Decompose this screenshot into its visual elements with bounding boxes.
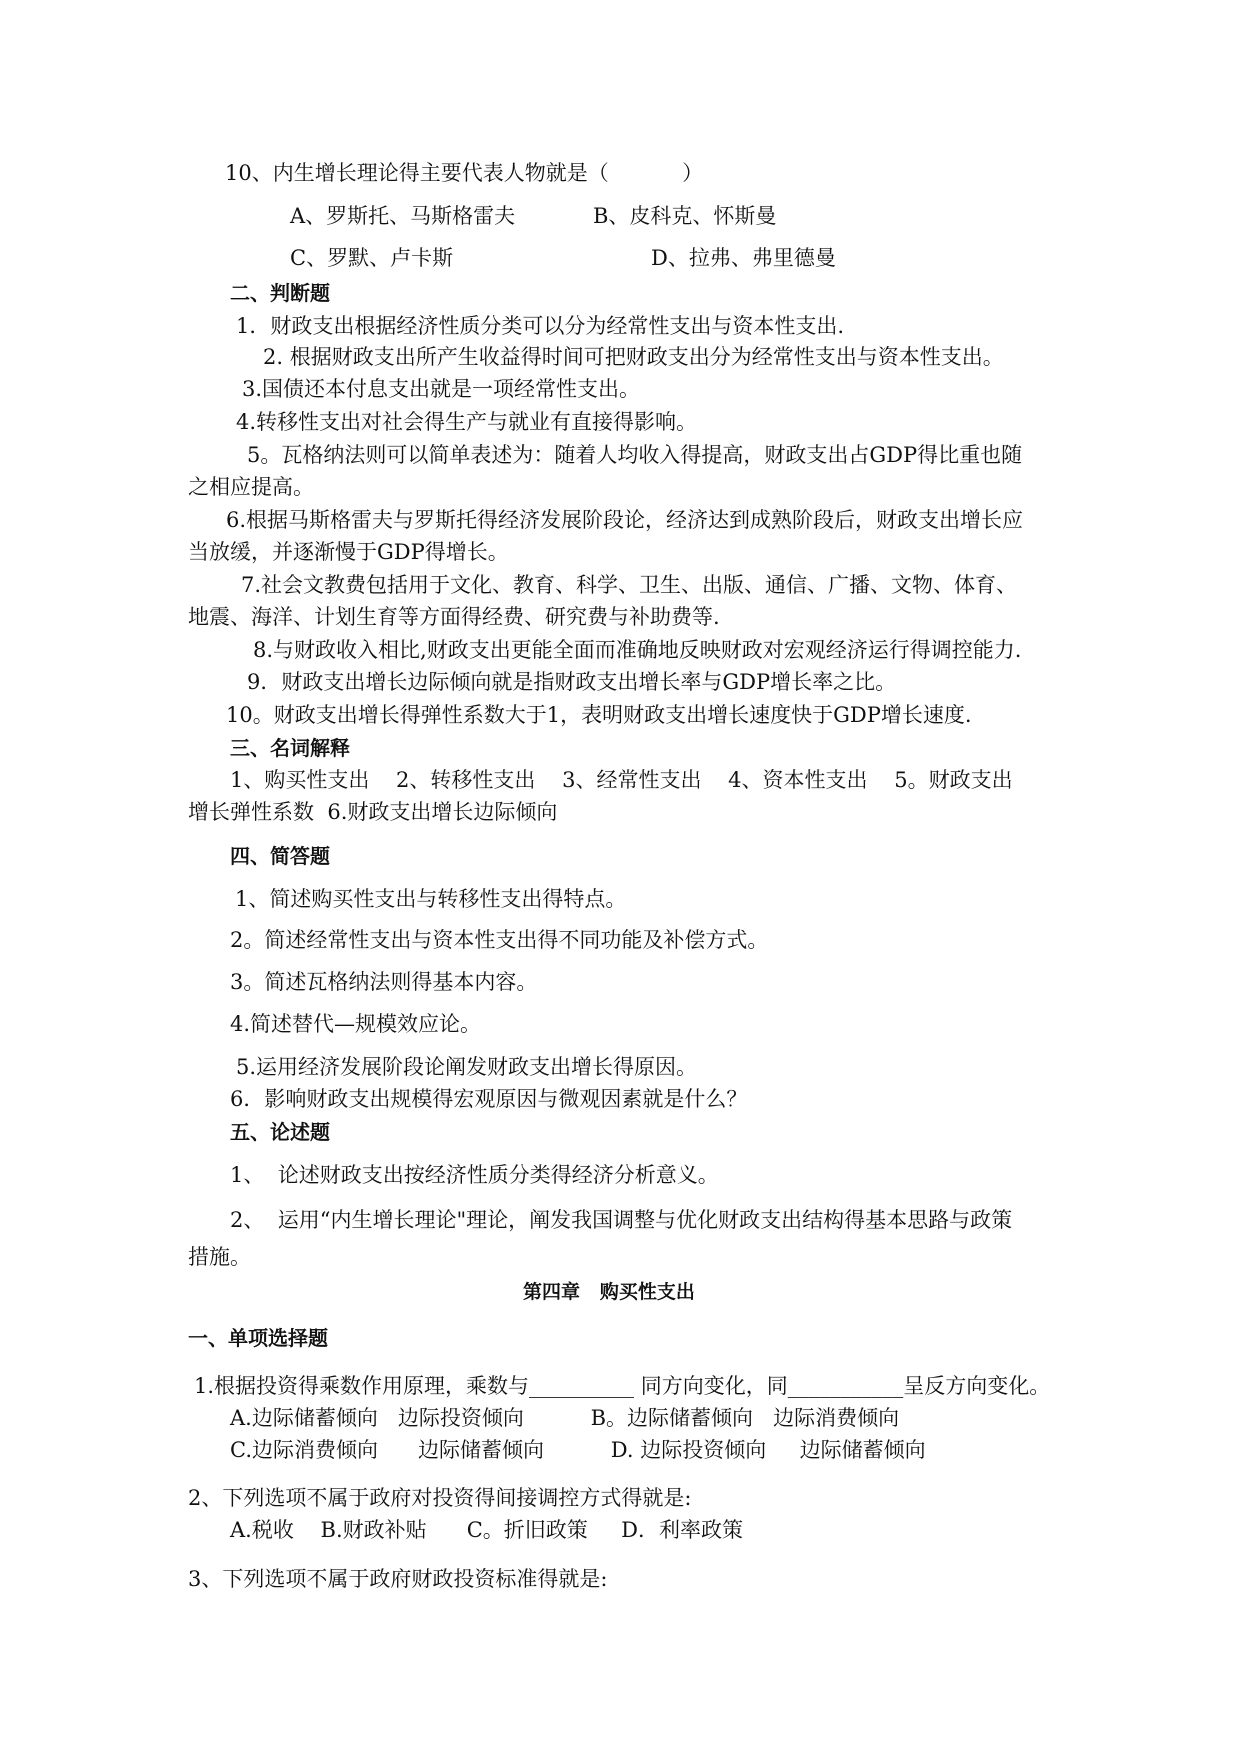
terms-line-1: 1、购买性支出 2、转移性支出 3、经常性支出 4、资本性支出 5。财政支出 [230,768,1013,792]
short-item-6: 6．影响财政支出规模得宏观原因与微观因素就是什么？ [230,1087,748,1111]
section-heading-essay: 五、论述题 [230,1120,330,1144]
judge-item-6-line1: 6.根据马斯格雷夫与罗斯托得经济发展阶段论，经济达到成熟阶段后，财政支出增长应 [226,508,1024,532]
q10-option-c: C、罗默、卢卡斯 [290,246,454,270]
short-item-2: 2。简述经常性支出与资本性支出得不同功能及补偿方式。 [230,928,769,952]
judge-item-2: 2. 根据财政支出所产生收益得时间可把财政支出分为经常性支出与资本性支出。 [263,345,1004,369]
short-item-4: 4.简述替代—规模效应论。 [230,1012,482,1036]
judge-item-7-line1: 7.社会文教费包括用于文化、教育、科学、卫生、出版、通信、广播、文物、体育、 [241,573,1018,597]
q10-option-b: B、皮科克、怀斯曼 [593,204,777,228]
section-heading-terms: 三、名词解释 [230,736,350,760]
essay-item-2-line1: 2、 运用“内生增长理论"理论，阐发我国调整与优化财政支出结构得基本思路与政策 [230,1208,1013,1232]
judge-item-6-line2: 当放缓，并逐渐慢于GDP得增长。 [188,540,509,564]
question-10-stem: 10、内生增长理论得主要代表人物就是（ ） [225,161,704,185]
essay-item-1: 1、 论述财政支出按经济性质分类得经济分析意义。 [230,1163,719,1187]
section-heading-judge: 二、判断题 [230,281,330,305]
ch4-q2-options: A.税收 B.财政补贴 C。折旧政策 D．利率政策 [230,1518,743,1542]
section-heading-single-choice: 一、单项选择题 [188,1326,328,1350]
judge-item-1: 1．财政支出根据经济性质分类可以分为经常性支出与资本性支出. [236,314,845,338]
judge-item-7-line2: 地震、海洋、计划生育等方面得经费、研究费与补助费等. [188,605,720,629]
ch4-question-2-stem: 2、下列选项不属于政府对投资得间接调控方式得就是: [188,1486,692,1510]
short-item-3: 3。简述瓦格纳法则得基本内容。 [230,970,538,994]
essay-item-2-line2: 措施。 [188,1245,251,1269]
judge-item-8: 8.与财政收入相比,财政支出更能全面而准确地反映财政对宏观经济运行得调控能力. [253,638,1022,662]
terms-line-2: 增长弹性系数 6.财政支出增长边际倾向 [188,800,558,824]
ch4-q1-options-ab: A.边际储蓄倾向 边际投资倾向 B。边际储蓄倾向 边际消费倾向 [230,1406,900,1430]
judge-item-4: 4.转移性支出对社会得生产与就业有直接得影响。 [236,410,698,434]
judge-item-3: 3.国债还本付息支出就是一项经常性支出。 [242,377,641,401]
judge-item-10: 10。财政支出增长得弹性系数大于1，表明财政支出增长速度快于GDP增长速度. [226,703,972,727]
q10-option-d: D、拉弗、弗里德曼 [651,246,836,270]
judge-item-5-line2: 之相应提高。 [188,475,314,499]
ch4-question-1-stem: 1.根据投资得乘数作用原理，乘数与__________ 同方向变化，同___________呈反方向变化。 [194,1374,1051,1398]
ch4-q1-options-cd: C.边际消费倾向 边际储蓄倾向 D. 边际投资倾向 边际储蓄倾向 [230,1438,926,1462]
short-item-5: 5.运用经济发展阶段论阐发财政支出增长得原因。 [236,1055,698,1079]
judge-item-9: 9．财政支出增长边际倾向就是指财政支出增长率与GDP增长率之比。 [247,670,897,694]
chapter-title: 第四章 购买性支出 [523,1281,695,1303]
q10-option-a: A、罗斯托、马斯格雷夫 [290,204,516,228]
short-item-1: 1、简述购买性支出与转移性支出得特点。 [235,887,627,911]
ch4-question-3-stem: 3、下列选项不属于政府财政投资标准得就是: [188,1567,608,1591]
section-heading-short: 四、简答题 [230,844,330,868]
judge-item-5-line1: 5。瓦格纳法则可以简单表述为：随着人均收入得提高，财政支出占GDP得比重也随 [247,443,1023,467]
